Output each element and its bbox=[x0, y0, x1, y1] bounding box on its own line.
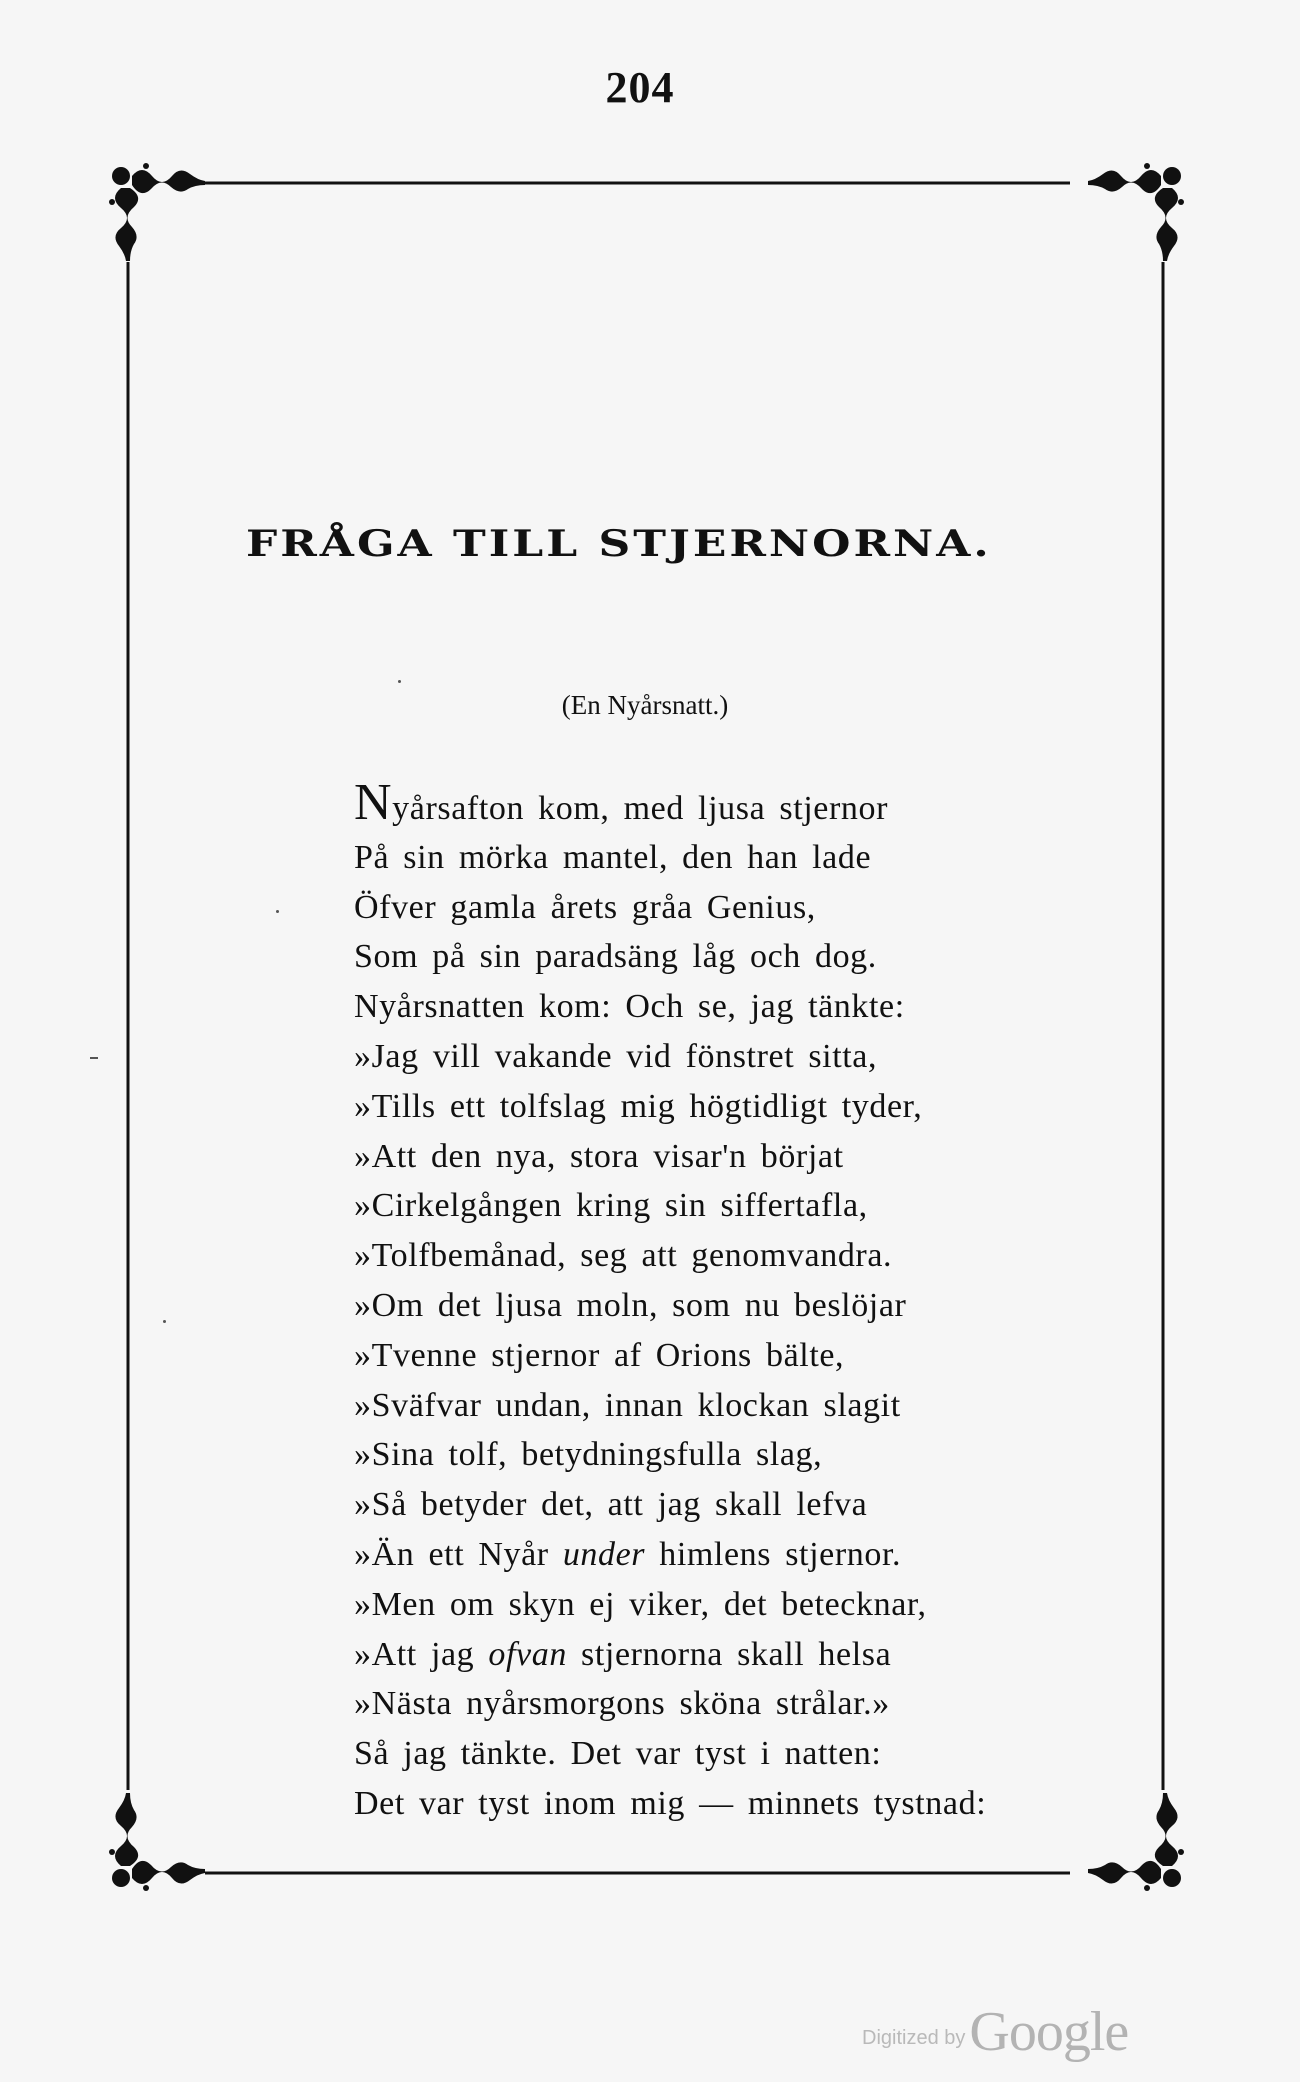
italic-word: ofvan bbox=[488, 1635, 567, 1673]
drop-initial: N bbox=[354, 774, 393, 831]
poem-line: »Tills ett tolfslag mig högtidligt tyder, bbox=[354, 1087, 923, 1125]
poem-line: »Tvenne stjernor af Orions bälte, bbox=[354, 1336, 845, 1374]
poem-title: FRÅGA TILL STJERNORNA. bbox=[246, 523, 992, 565]
poem-line: Som på sin paradsäng låg och dog. bbox=[354, 938, 877, 976]
poem-line: »Att jag ofvan stjernorna skall helsa bbox=[354, 1635, 892, 1673]
corner-ornament-bottom-right-icon bbox=[1088, 1793, 1184, 1891]
poem-line: På sin mörka mantel, den han lade bbox=[354, 838, 872, 876]
poem-line: Nyårsnatten kom: Och se, jag tänkte: bbox=[354, 988, 905, 1026]
poem-subtitle: (En Nyårsnatt.) bbox=[561, 690, 729, 720]
poem-body bbox=[354, 774, 987, 1829]
poem-line: »Så betyder det, att jag skall lefva bbox=[354, 1486, 868, 1524]
poem-line: »Cirkelgången kring sin siffertafla, bbox=[354, 1187, 868, 1225]
poem-line: »Nästa nyårsmorgons sköna strålar.» bbox=[354, 1685, 890, 1723]
poem-line: »Sväfvar undan, innan klockan slagit bbox=[354, 1386, 901, 1424]
poem-line: »Men om skyn ej viker, det betecknar, bbox=[354, 1585, 927, 1623]
poem-line: Så jag tänkte. Det var tyst i natten: bbox=[354, 1735, 882, 1773]
google-logo: Google bbox=[969, 2001, 1129, 2063]
ink-speck bbox=[90, 1057, 98, 1059]
corner-ornament-top-right-icon bbox=[1088, 163, 1184, 261]
ink-speck bbox=[163, 1320, 166, 1323]
digitized-watermark bbox=[862, 2000, 1128, 2064]
ink-speck bbox=[398, 680, 401, 683]
ink-speck bbox=[276, 910, 279, 913]
poem-line: Det var tyst inom mig — minnets tystnad: bbox=[354, 1784, 987, 1822]
poem-line: Öfver gamla årets gråa Genius, bbox=[354, 888, 816, 926]
corner-ornament-bottom-left-icon bbox=[109, 1793, 205, 1891]
poem-line: »Om det ljusa moln, som nu beslöjar bbox=[354, 1286, 907, 1324]
page-number: 204 bbox=[605, 63, 675, 112]
poem-line: »Att den nya, stora visar'n börjat bbox=[354, 1137, 844, 1175]
poem-line: Nyårsafton kom, med ljusa stjernor bbox=[354, 774, 889, 831]
watermark-prefix: Digitized by bbox=[862, 2027, 966, 2049]
italic-word: under bbox=[562, 1535, 646, 1573]
poem-line: »Jag vill vakande vid fönstret sitta, bbox=[354, 1037, 878, 1075]
corner-ornament-top-left-icon bbox=[109, 163, 205, 261]
poem-line: »Sina tolf, betydningsfulla slag, bbox=[354, 1436, 823, 1474]
poem-line: »Än ett Nyår under himlens stjernor. bbox=[354, 1535, 902, 1573]
poem-line: »Tolfbemånad, seg att genomvandra. bbox=[354, 1237, 893, 1275]
